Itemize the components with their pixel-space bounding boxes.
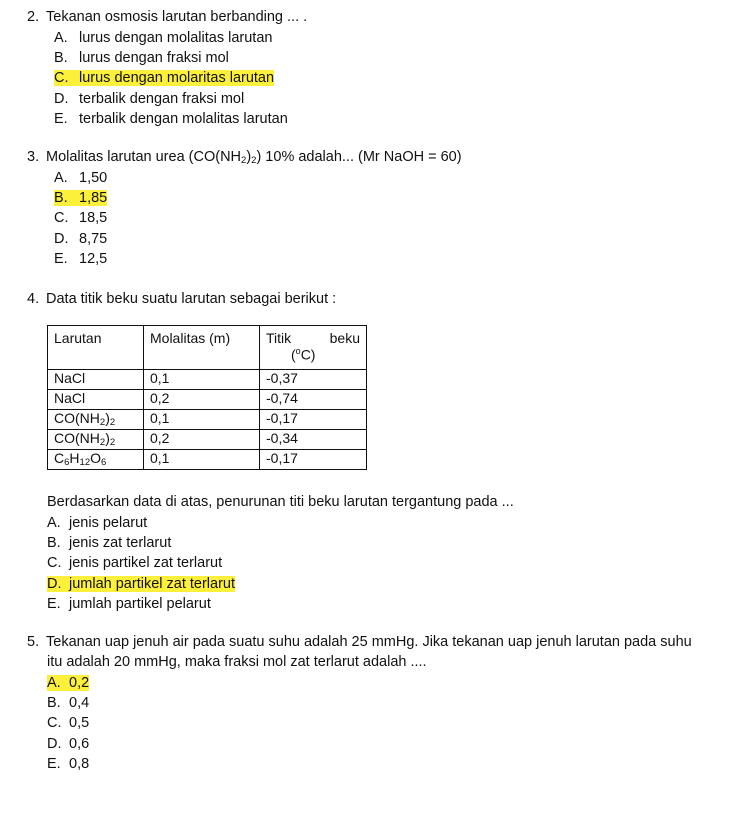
question-text: Tekanan uap jenuh air pada suatu suhu adalah 25 mmHg. Jika tekanan uap jenuh larutan pada suhu	[46, 634, 692, 650]
option-text: jenis zat terlarut	[69, 535, 172, 552]
cell-titik-beku: -0,37	[260, 370, 367, 390]
option-letter: E.	[47, 595, 61, 612]
question-number: 4.	[27, 291, 40, 307]
cell-larutan: $CO(NH_2)_2$	[48, 410, 144, 430]
header-titik-beku: Titik beku ($^o$C)	[260, 326, 367, 370]
option-text: lurus dengan molalitas larutan	[79, 30, 273, 46]
cell-titik-beku: -0,74	[260, 390, 367, 410]
option-text: jenis partikel zat terlarut	[69, 555, 223, 572]
cell-titik-beku: -0,17	[260, 410, 367, 430]
option-b[interactable]	[47, 693, 692, 713]
answer-highlight	[54, 190, 107, 206]
question-3-stem	[27, 147, 462, 167]
question-2-options	[27, 28, 307, 129]
question-number: 3.	[27, 149, 40, 165]
option-text: 0,4	[69, 695, 90, 712]
question-number: 2.	[27, 9, 40, 25]
option-letter: C.	[47, 715, 62, 732]
option-d[interactable]	[47, 574, 514, 594]
cell-larutan: $CO(NH_2)_2$	[48, 430, 144, 450]
option-letter: A.	[54, 170, 68, 186]
option-text: jumlah partikel pelarut	[69, 595, 211, 612]
cell-molalitas: 0,1	[144, 370, 260, 390]
cell-molalitas: 0,1	[144, 450, 260, 470]
option-b[interactable]	[54, 48, 307, 68]
option-text: jenis pelarut	[69, 515, 148, 531]
option-b[interactable]	[54, 188, 462, 208]
option-c[interactable]	[47, 553, 514, 573]
option-letter: E.	[47, 755, 61, 772]
question-5-stem-line2: itu adalah 20 mmHg, maka fraksi mol zat terlarut adalah ....	[47, 654, 427, 670]
option-e[interactable]	[54, 109, 307, 129]
option-letter: E.	[54, 110, 68, 127]
answer-highlight	[47, 576, 235, 592]
cell-larutan: NaCl	[48, 370, 144, 390]
option-letter: B.	[54, 50, 68, 67]
option-d[interactable]	[47, 734, 692, 754]
table-row	[48, 430, 367, 450]
table-header-row	[48, 326, 367, 370]
option-a[interactable]	[54, 28, 307, 48]
option-letter: C.	[54, 210, 69, 227]
cell-titik-beku: -0,34	[260, 430, 367, 450]
option-text: lurus dengan fraksi mol	[79, 50, 229, 67]
option-text: terbalik dengan molalitas larutan	[79, 110, 288, 127]
table-row	[48, 450, 367, 470]
question-4	[27, 289, 336, 309]
question-number: 5.	[27, 634, 40, 650]
option-letter: D.	[54, 230, 69, 247]
option-letter: C.	[54, 70, 69, 87]
option-text: 8,75	[79, 230, 108, 247]
followup-text: Berdasarkan data di atas, penurunan titi beku larutan tergantung pada ...	[47, 494, 514, 510]
cell-molalitas: 0,2	[144, 430, 260, 450]
option-text: 0,8	[69, 755, 90, 772]
option-letter: A.	[47, 515, 61, 531]
option-letter: A.	[54, 30, 68, 46]
option-text: 0,6	[69, 735, 90, 752]
option-b[interactable]	[47, 533, 514, 553]
option-e[interactable]	[47, 594, 514, 614]
question-3	[27, 147, 462, 269]
table-row	[48, 410, 367, 430]
option-text: 1,50	[79, 170, 108, 186]
question-text: Data titik beku suatu larutan sebagai berikut :	[46, 291, 337, 307]
option-letter: C.	[47, 555, 62, 572]
option-letter: B.	[47, 535, 61, 552]
option-letter: D.	[54, 90, 69, 107]
header-larutan: Larutan	[48, 326, 144, 370]
option-letter: D.	[47, 575, 62, 592]
option-text: 1,85	[79, 190, 108, 207]
option-c[interactable]	[47, 713, 692, 733]
cell-molalitas: 0,1	[144, 410, 260, 430]
question-4-stem	[27, 289, 336, 309]
question-2	[27, 7, 307, 129]
option-letter: D.	[47, 735, 62, 752]
option-c[interactable]	[54, 68, 307, 88]
option-text: 0,2	[69, 675, 90, 691]
cell-molalitas: 0,2	[144, 390, 260, 410]
question-5	[27, 632, 692, 774]
option-text: 18,5	[79, 210, 108, 227]
option-text: 0,5	[69, 715, 90, 732]
option-letter: E.	[54, 250, 68, 267]
option-text: lurus dengan molaritas larutan	[79, 70, 275, 87]
cell-larutan: $C_6H_{12}O_6$	[48, 450, 144, 470]
option-d[interactable]	[54, 89, 307, 109]
option-a[interactable]	[54, 168, 462, 188]
table-row	[48, 390, 367, 410]
freezing-point-table	[47, 325, 367, 470]
option-a[interactable]	[47, 513, 514, 533]
option-c[interactable]	[54, 208, 462, 228]
table-row	[48, 370, 367, 390]
option-e[interactable]	[47, 754, 692, 774]
option-d[interactable]	[54, 229, 462, 249]
answer-highlight	[54, 70, 274, 86]
question-5-options	[27, 673, 692, 774]
option-a[interactable]	[47, 673, 692, 693]
header-molalitas: Molalitas (m)	[144, 326, 260, 370]
question-4-options	[47, 513, 514, 614]
answer-highlight	[47, 675, 89, 691]
question-4-followup	[47, 492, 514, 614]
question-2-stem	[27, 7, 307, 27]
cell-titik-beku: -0,17	[260, 450, 367, 470]
option-letter: B.	[47, 695, 61, 712]
option-text: jumlah partikel zat terlarut	[69, 575, 236, 592]
question-text: Molalitas larutan urea $(CO(NH_2)_2)$ 10% adalah... (Mr NaOH = 60)	[46, 149, 462, 166]
option-e[interactable]	[54, 249, 462, 269]
option-letter: B.	[54, 190, 68, 207]
question-text: Tekanan osmosis larutan berbanding ... .	[46, 9, 308, 25]
option-text: terbalik dengan fraksi mol	[79, 90, 245, 107]
question-5-stem-line1	[27, 632, 692, 652]
option-text: 12,5	[79, 250, 108, 267]
cell-larutan: NaCl	[48, 390, 144, 410]
question-3-options	[27, 168, 462, 269]
option-letter: A.	[47, 675, 61, 691]
